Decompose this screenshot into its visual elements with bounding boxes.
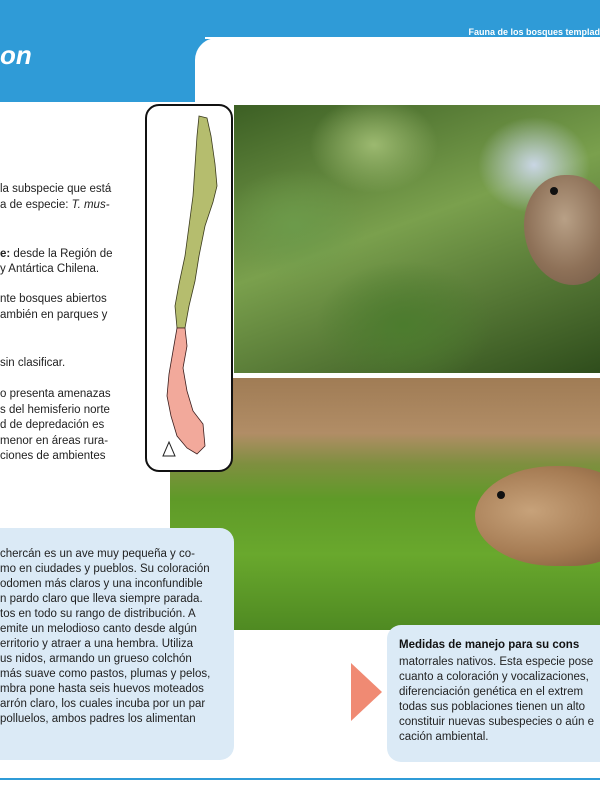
wren-bird-bottom (475, 466, 600, 566)
body-line (0, 308, 107, 323)
distribution-map (145, 104, 233, 472)
text-span: ambién en parques y (0, 309, 108, 321)
text-span: nte bosques abiertos (0, 293, 107, 305)
description-line: erritorio y atraer a una hembra. Utiliza (0, 638, 194, 650)
chile-map-svg (147, 106, 235, 474)
bird-photo-top (234, 105, 600, 373)
management-title: Medidas de manejo para su cons (399, 639, 580, 651)
description-line: chercán es un ave muy pequeña y co- (0, 548, 195, 560)
body-line (0, 292, 107, 307)
text-span: s del hemisferio norte (0, 404, 110, 416)
body-line (0, 198, 110, 213)
map-pink-region (167, 328, 205, 454)
description-line: emite un melodioso canto desde algún (0, 623, 197, 635)
management-line: todas sus poblaciones tienen un alto (399, 701, 586, 713)
text-span: sin clasificar. (0, 357, 66, 369)
body-line (0, 262, 99, 277)
description-line: mbra pone hasta seis huevos moteados (0, 683, 204, 695)
wren-bird-top (524, 175, 600, 285)
map-green-region (175, 116, 217, 328)
description-line: arrón claro, los cuales incuba por un par (0, 698, 206, 710)
management-line: matorrales nativos. Esta especie pose (399, 656, 594, 668)
body-line (0, 403, 110, 418)
bird-eye (550, 187, 558, 195)
description-line: us nidos, armando un grueso colchón (0, 653, 192, 665)
header-rule (205, 37, 600, 39)
description-line: mo en ciudades y pueblos. Su coloración (0, 563, 210, 575)
bird-eye (497, 491, 505, 499)
management-line: cuanto a coloración y vocalizaciones, (399, 671, 589, 683)
text-span: menor en áreas rura- (0, 435, 109, 447)
body-line (0, 356, 65, 371)
description-text (0, 547, 220, 727)
text-span: o presenta amenazas (0, 388, 111, 400)
text-span: desde la Región de (10, 248, 113, 260)
description-line: más suave como pastos, plumas y pelos, (0, 668, 211, 680)
arrow-right-icon (351, 663, 382, 721)
text-span: a de especie: (0, 199, 72, 211)
management-line: cación ambiental. (399, 731, 489, 743)
description-line: polluelos, ambos padres los alimentan (0, 713, 196, 725)
management-text (399, 655, 594, 745)
text-span: la subspecie que está (0, 183, 112, 195)
body-line (0, 449, 105, 464)
page-title: on (0, 40, 32, 70)
text-span: y Antártica Chilena. (0, 263, 100, 275)
description-line: n pardo claro que lleva siempre parada. (0, 593, 203, 605)
management-line: diferenciación genética en el extrem (399, 686, 584, 698)
text-span: d de depredación es (0, 419, 105, 431)
antarctica-wedge (163, 442, 175, 456)
running-head: Fauna de los bosques templad (468, 27, 600, 37)
text-span: ciones de ambientes (0, 450, 106, 462)
body-line (0, 387, 111, 402)
description-line: odomen más claros y una inconfundible (0, 578, 203, 590)
body-line (0, 247, 113, 262)
scientific-name: T. mus- (71, 199, 110, 211)
body-line (0, 182, 111, 197)
body-line (0, 418, 104, 433)
section-label: e: (0, 248, 11, 260)
description-line: tos en todo su rango de distribución. A (0, 608, 196, 620)
body-line (0, 434, 108, 449)
footer-rule (0, 778, 600, 780)
management-line: constituir nuevas subespecies o aún e (399, 716, 594, 728)
